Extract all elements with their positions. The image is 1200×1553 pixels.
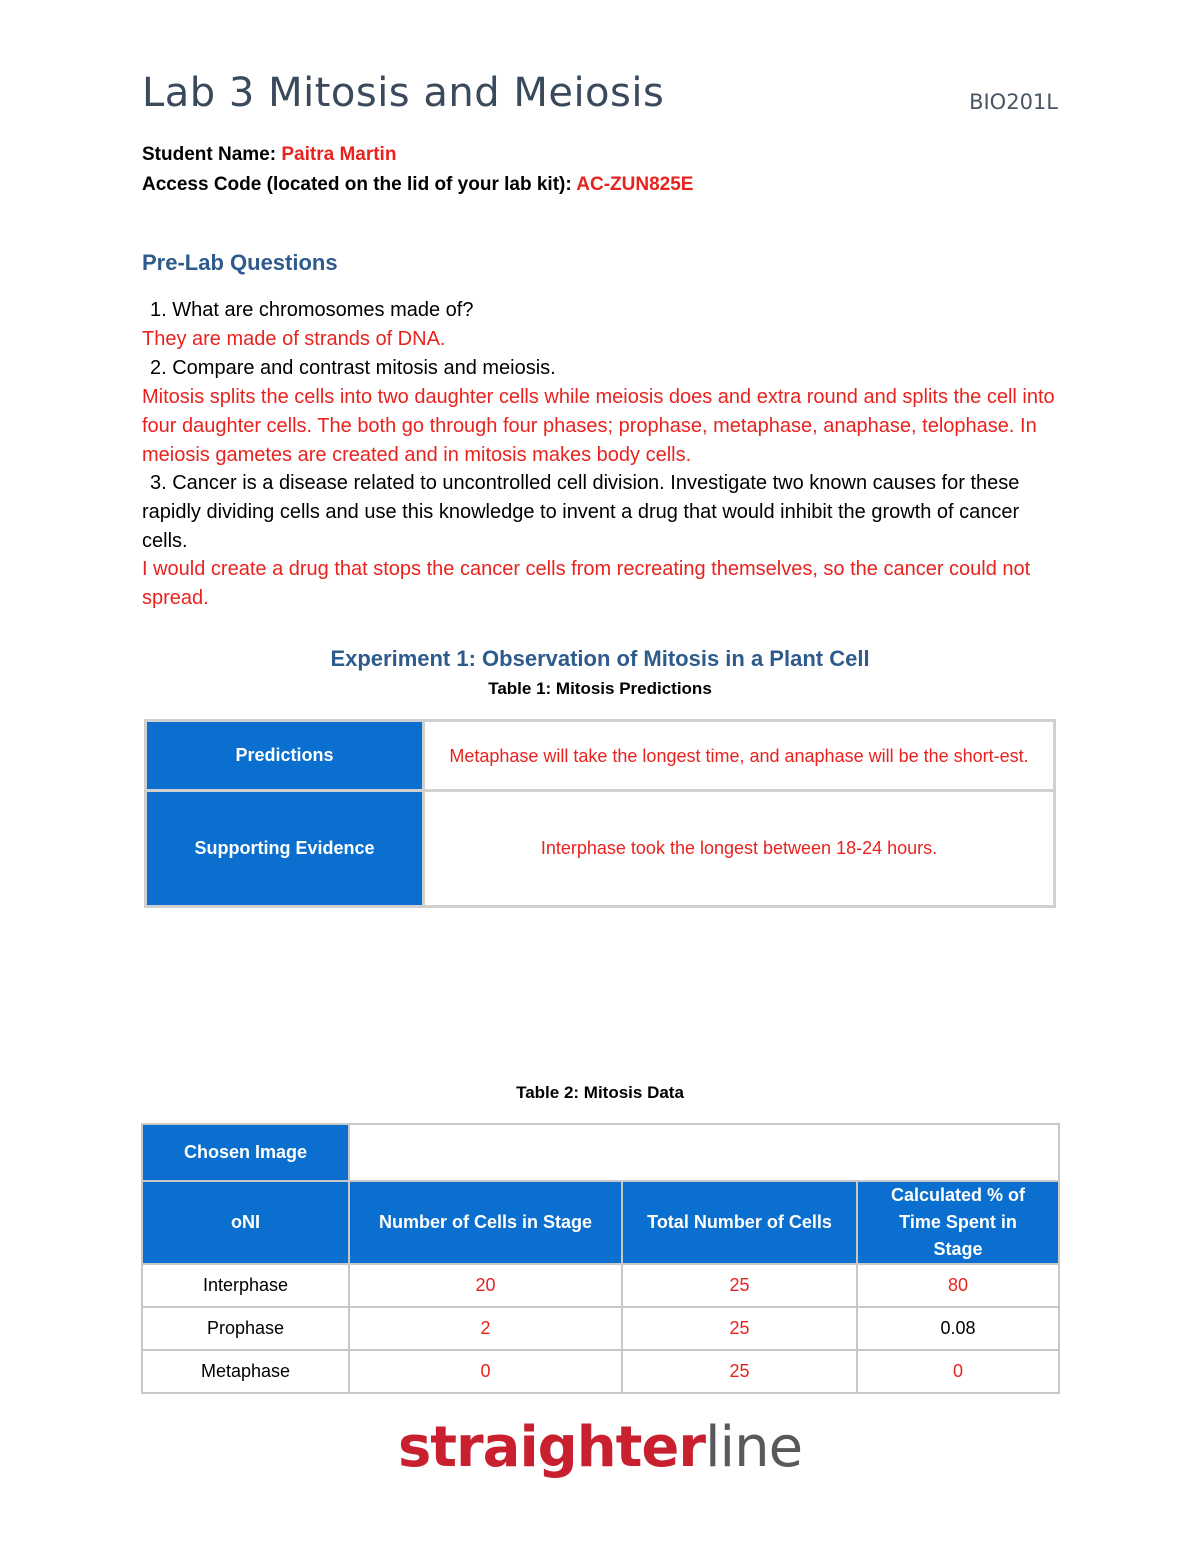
percent-time-cell: 0.08 (857, 1307, 1059, 1350)
predictions-label: Predictions (146, 721, 424, 791)
question-2: 2. Compare and contrast mitosis and meiosis. (150, 357, 556, 379)
page-title: Lab 3 Mitosis and Meiosis (142, 70, 665, 116)
column-header-percent-time: Calculated % of Time Spent in Stage (857, 1181, 1059, 1264)
logo-part-2: line (704, 1415, 803, 1480)
mitosis-data-table (141, 1123, 1060, 1394)
table-row (142, 1264, 1059, 1307)
access-code-label: Access Code (located on the lid of your lab kit): (142, 174, 577, 195)
experiment-1-heading: Experiment 1: Observation of Mitosis in a Plant Cell (330, 646, 870, 671)
column-header-stage: oNI (142, 1181, 349, 1264)
column-header-total-cells: Total Number of Cells (622, 1181, 857, 1264)
table-row (142, 1124, 1059, 1181)
answer-1: They are made of strands of DNA. (142, 328, 446, 350)
predictions-value: Metaphase will take the longest time, and anaphase will be the short-est. (424, 721, 1055, 791)
answer-3: I would create a drug that stops the cancer cells from recreating themselves, so the cancer could not spread. (142, 558, 1031, 609)
access-code-value: AC-ZUN825E (576, 174, 694, 195)
logo-part-1: straighter (397, 1415, 705, 1480)
student-name-line (142, 144, 396, 166)
chosen-image-value (349, 1124, 1059, 1181)
total-cells-cell: 25 (622, 1350, 857, 1393)
stage-cell: Metaphase (142, 1350, 349, 1393)
evidence-label: Supporting Evidence (146, 791, 424, 907)
evidence-value: Interphase took the longest between 18-24 hours. (424, 791, 1055, 907)
chosen-image-label: Chosen Image (142, 1124, 349, 1181)
table-row (146, 721, 1055, 791)
cells-in-stage-cell: 2 (349, 1307, 622, 1350)
course-code: BIO201L (969, 90, 1058, 114)
question-3: 3. Cancer is a disease related to uncontrolled cell division. Investigate two known causes for these rapidly dividing cells and use this knowledge to invent a drug that would inhibit the growth of cancer cells. (142, 472, 1020, 552)
table-header-row (142, 1181, 1059, 1264)
mitosis-predictions-table (144, 719, 1056, 908)
stage-cell: Interphase (142, 1264, 349, 1307)
cells-in-stage-cell: 0 (349, 1350, 622, 1393)
cells-in-stage-cell: 20 (349, 1264, 622, 1307)
table-row (142, 1307, 1059, 1350)
stage-cell: Prophase (142, 1307, 349, 1350)
percent-time-cell: 80 (857, 1264, 1059, 1307)
access-code-line (142, 174, 693, 196)
total-cells-cell: 25 (622, 1264, 857, 1307)
column-header-cells-in-stage: Number of Cells in Stage (349, 1181, 622, 1264)
percent-time-cell: 0 (857, 1350, 1059, 1393)
total-cells-cell: 25 (622, 1307, 857, 1350)
straighterline-logo (0, 1415, 1200, 1480)
prelab-heading: Pre-Lab Questions (142, 250, 338, 275)
student-name-label: Student Name: (142, 144, 282, 165)
table-row (146, 791, 1055, 907)
question-1: 1. What are chromosomes made of? (150, 299, 474, 321)
table-1-caption: Table 1: Mitosis Predictions (488, 679, 712, 698)
table-row (142, 1350, 1059, 1393)
student-name-value: Paitra Martin (281, 144, 397, 165)
table-2-caption: Table 2: Mitosis Data (516, 1083, 684, 1102)
answer-2: Mitosis splits the cells into two daughter cells while meiosis does and extra round and splits the cell into four daughter cells. The both go through four phases; prophase, metaphase, anaphase, telophase. In meiosis gametes are created and in mitosis makes body cells. (142, 386, 1055, 466)
